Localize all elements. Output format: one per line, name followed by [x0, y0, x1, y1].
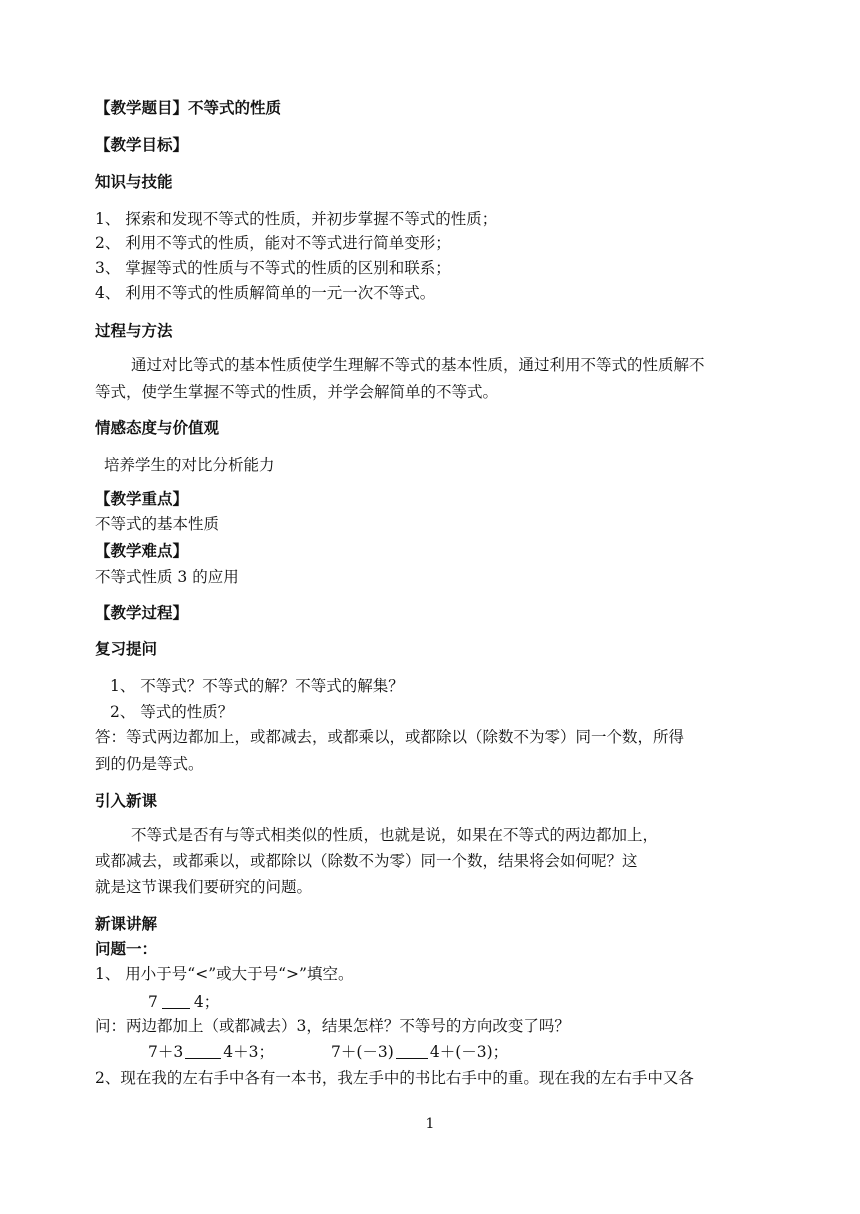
- review-item-1: 1、 不等式？不等式的解？不等式的解集？: [110, 677, 404, 695]
- review-item-2: 2、 等式的性质？: [110, 703, 234, 721]
- knowledge-item-2: 2、 利用不等式的性质，能对不等式进行简单变形；: [95, 234, 451, 252]
- question-1: 1、 用小于号“<”或大于号“>”填空。: [95, 965, 354, 983]
- key-point-heading: 【教学重点】: [95, 490, 189, 508]
- exercise-2a-left: 7＋3: [148, 1043, 184, 1061]
- page-number: 1: [425, 1116, 435, 1132]
- lecture-heading: 新课讲解: [95, 915, 158, 933]
- exercise-2b-blank: [396, 1044, 428, 1059]
- knowledge-item-3: 3、 掌握等式的性质与不等式的性质的区别和联系；: [95, 259, 451, 277]
- exercise-2b-left: 7＋(－3): [331, 1043, 394, 1061]
- exercise-1: [148, 992, 219, 1012]
- exercise-2a-right: 4＋3；: [223, 1043, 274, 1061]
- exercise-1-right: 4；: [193, 993, 220, 1011]
- knowledge-item-4: 4、 利用不等式的性质解简单的一元一次不等式。: [95, 284, 436, 302]
- intro-heading: 引入新课: [95, 792, 158, 810]
- exercise-2b-right: 4＋(－3)；: [429, 1043, 509, 1061]
- review-answer-line-2: 到的仍是等式。: [95, 755, 204, 773]
- exercise-2a: [148, 1042, 274, 1062]
- key-point-text: 不等式的基本性质: [95, 515, 220, 533]
- review-heading: 复习提问: [95, 640, 158, 658]
- title-label: 【教学题目】: [95, 99, 189, 117]
- process-line-1: 通过对比等式的基本性质使学生理解不等式的基本性质，通过利用不等式的性质解不: [131, 356, 705, 374]
- title-text: 不等式的性质: [188, 99, 282, 117]
- difficulty-text: 不等式性质 3 的应用: [95, 568, 239, 586]
- question-2: 2、现在我的左右手中各有一本书，我左手中的书比右手中的重。现在我的左右手中又各: [95, 1069, 694, 1087]
- exercise-1-blank: [162, 994, 190, 1009]
- process-heading: 过程与方法: [95, 322, 173, 340]
- exercise-2b: [331, 1042, 508, 1062]
- question-ask: 问：两边都加上（或都减去）3，结果怎样？不等号的方向改变了吗？: [95, 1017, 570, 1035]
- exercise-1-left: 7: [148, 993, 158, 1011]
- problem-one-heading: 问题一：: [95, 940, 158, 958]
- exercise-2a-blank: [185, 1044, 221, 1059]
- knowledge-item-1: 1、 探索和发现不等式的性质，并初步掌握不等式的性质；: [95, 210, 498, 228]
- emotion-heading: 情感态度与价值观: [95, 419, 220, 437]
- intro-line-2: 或都减去，或都乘以，或都除以（除数不为零）同一个数，结果将会如何呢？这: [95, 852, 638, 870]
- difficulty-heading: 【教学难点】: [95, 542, 189, 560]
- goals-heading: 【教学目标】: [95, 136, 189, 154]
- intro-line-1: 不等式是否有与等式相类似的性质，也就是说，如果在不等式的两边都加上，: [131, 826, 659, 844]
- procedure-heading: 【教学过程】: [95, 604, 189, 622]
- knowledge-heading: 知识与技能: [95, 173, 173, 191]
- review-answer-line-1: 答：等式两边都加上，或都减去，或都乘以，或都除以（除数不为零）同一个数，所得: [95, 728, 685, 746]
- emotion-text: 培养学生的对比分析能力: [104, 456, 275, 474]
- intro-line-3: 就是这节课我们要研究的问题。: [95, 878, 313, 896]
- lesson-title: [95, 98, 281, 118]
- process-line-2: 等式，使学生掌握不等式的性质，并学会解简单的不等式。: [95, 383, 499, 401]
